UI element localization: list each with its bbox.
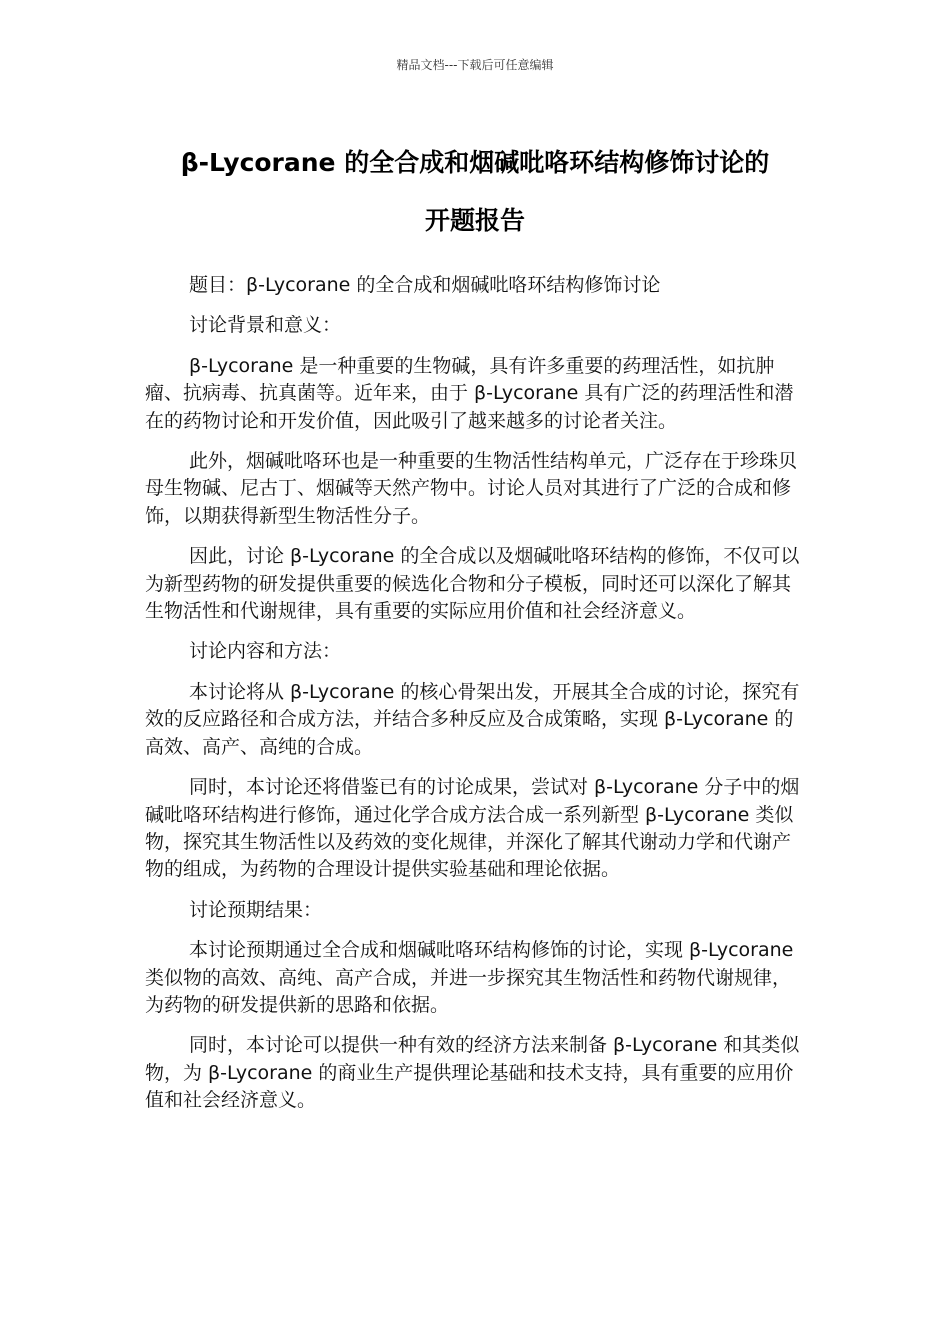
- document-body: [145, 272, 809, 1115]
- body-paragraph: 此外，烟碱吡咯环也是一种重要的生物活性结构单元，广泛存在于珍珠贝母生物碱、尼古丁、烟碱等天然产物中。讨论人员对其进行了广泛的合成和修饰，以期获得新型生物活性分子。: [145, 450, 798, 527]
- subject-line: 题目：β-Lycorane 的全合成和烟碱吡咯环结构修饰讨论: [189, 274, 661, 296]
- section-heading-expected-results: 讨论预期结果：: [189, 898, 323, 921]
- body-paragraph: 同时，本讨论可以提供一种有效的经济方法来制备 β-Lycorane 和其类似物，为 β-Lycorane 的商业生产提供理论基础和技术支持，具有重要的应用价值和社会经济意义。: [145, 1034, 800, 1112]
- body-paragraph: β-Lycorane 是一种重要的生物碱，具有许多重要的药理活性，如抗肿瘤、抗病毒、抗真菌等。近年来，由于 β-Lycorane 具有广泛的药理活性和潜在的药物讨论和开发价值，因此吸引了越来越多的讨论者关注。: [145, 354, 794, 432]
- section-heading-methods: 讨论内容和方法：: [189, 640, 342, 663]
- body-paragraph: 因此，讨论 β-Lycorane 的全合成以及烟碱吡咯环结构的修饰，不仅可以为新型药物的研发提供重要的候选化合物和分子模板，同时还可以深化了解其生物活性和代谢规律，具有重要的实际应用价值和社会经济意义。: [145, 545, 800, 623]
- body-paragraph: 本讨论预期通过全合成和烟碱吡咯环结构修饰的讨论，实现 β-Lycorane 类似物的高效、高纯、高产合成，并进一步探究其生物活性和药物代谢规律，为药物的研发提供新的思路和依据。: [145, 939, 794, 1016]
- document-title: [120, 134, 830, 250]
- header-note: 精品文档---下载后可任意编辑: [396, 58, 554, 72]
- title-line-1: β-Lycorane 的全合成和烟碱吡咯环结构修饰讨论的: [180, 148, 770, 177]
- body-paragraph: 本讨论将从 β-Lycorane 的核心骨架出发，开展其全合成的讨论，探究有效的反应路径和合成方法，并结合多种反应及合成策略，实现 β-Lycorane 的高效、高产、高纯的合成。: [145, 680, 800, 758]
- body-paragraph: 同时，本讨论还将借鉴已有的讨论成果，尝试对 β-Lycorane 分子中的烟碱吡咯环结构进行修饰，通过化学合成方法合成一系列新型 β-Lycorane 类似物，探究其生物活性以及药效的变化规律，并深化了解其代谢动力学和代谢产物的组成，为药物的合理设计提供实验基础和理论依据。: [145, 776, 800, 881]
- title-line-2: 开题报告: [424, 206, 525, 235]
- section-heading-background: 讨论背景和意义：: [189, 314, 342, 337]
